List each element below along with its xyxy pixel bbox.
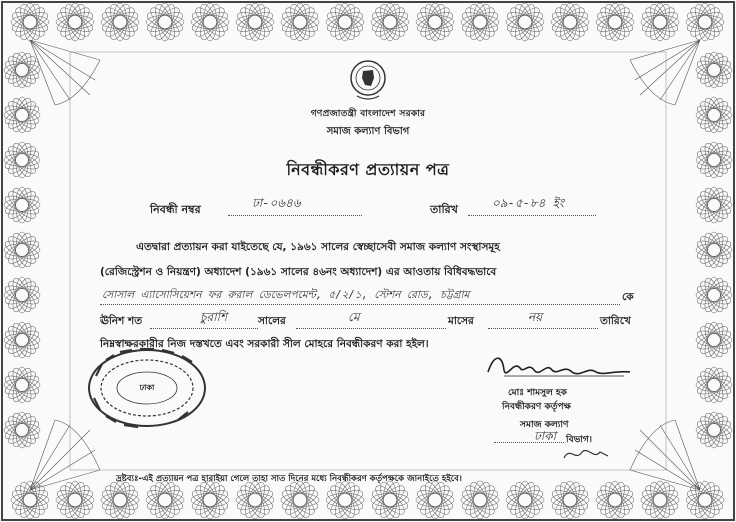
- border-rosette: [415, 2, 455, 42]
- organization-name: সোসাল এ্যাসোসিয়েশন ফর রুরাল ডেভেলপমেন্ট, ৫/২/১, স্টেশন রোড, চট্টগ্রাম: [102, 289, 470, 301]
- border-rosette: [100, 2, 140, 42]
- day-label: তারিখে: [600, 315, 631, 327]
- border-rosette: [10, 2, 50, 42]
- registration-number-label: নিবন্ধী নম্বর: [150, 203, 201, 216]
- seal-center-text: ঢাকা: [139, 383, 155, 392]
- body-line-1: এতদ্বারা প্রত্যায়ন করা যাইতেছে যে, ১৯৬১ সালের স্বেচ্ছাসেবী সমাজ কল্যাণ সংস্থাসমূহ: [136, 241, 500, 253]
- border-rosette: [695, 411, 733, 449]
- border-rosette: [695, 321, 733, 359]
- border-rosette: [190, 2, 230, 42]
- corner-ornament-bottom-left: [30, 420, 100, 490]
- border-rosette: [460, 2, 500, 42]
- border-rosette: [685, 480, 725, 520]
- border-rosette: [3, 231, 41, 269]
- border-rosette: [595, 2, 635, 42]
- month-line: [296, 327, 446, 329]
- signatory-department: সমাজ কল্যাণ: [520, 420, 569, 430]
- border-rosette: [505, 480, 545, 520]
- corner-ornament-top-left: [30, 40, 100, 105]
- border-rosette: [550, 2, 590, 42]
- corner-ornament-top-right: [630, 40, 700, 105]
- border-rosette: [685, 2, 725, 42]
- border-rosette: [695, 51, 733, 89]
- organization-suffix: কে: [622, 291, 634, 303]
- initials-mark: [560, 444, 612, 464]
- border-rosette: [550, 480, 590, 520]
- border-rosette: [370, 2, 410, 42]
- border-rosette: [505, 2, 545, 42]
- body-line-5: নিম্নস্বাক্ষরকারীর নিজ দস্তখতে এবং সরকারী সীল মোহরে নিবন্ধীকরণ করা হইল।: [100, 338, 429, 350]
- handwritten-signature: [484, 350, 634, 384]
- date-value: ০৯-৫-৮৪ ইং: [492, 196, 565, 210]
- border-rosette: [145, 2, 185, 42]
- corner-ornament-bottom-right: [630, 420, 700, 490]
- border-rosette: [595, 480, 635, 520]
- certificate-title: নিবন্ধীকরণ প্রত্যায়ন পত্র: [286, 160, 450, 179]
- department-name: সমাজ কল্যাণ বিভাগ: [326, 126, 410, 137]
- footer-note: দ্রষ্টব্যঃ-এই প্রত্যায়ন পত্র হারাইয়া গেলে তাহা সাত দিনের মধ্যে নিবন্ধীকরণ কর্তৃপক্ষকে জানাইতে হইবে।: [116, 474, 462, 484]
- border-rosette: [695, 231, 733, 269]
- border-rosette: [235, 2, 275, 42]
- government-name: গণপ্রজাতন্ত্রী বাংলাদেশ সরকার: [310, 109, 426, 119]
- year-value: চুরাশি: [200, 310, 228, 324]
- year-prefix: ঊনিশ শত: [100, 315, 143, 327]
- signatory-name: মোঃ শামসুল হক: [508, 388, 567, 398]
- border-rosette: [640, 2, 680, 42]
- body-line-2: (রেজিস্ট্রেশন ও নিয়ন্ত্রণ) অধ্যাদেশ (১৯৬১ সালের ৪৬নং অধ্যাদেশ) এর আওতায় বিধিবদ্ধভাবে: [100, 266, 497, 278]
- border-rosette: [55, 2, 95, 42]
- border-rosette: [3, 51, 41, 89]
- month-value: মে: [348, 310, 360, 324]
- border-rosette: [55, 480, 95, 520]
- border-rosette: [460, 480, 500, 520]
- signatory-location: ঢাকা: [534, 429, 557, 443]
- border-rosette: [3, 186, 41, 224]
- border-rosette: [695, 366, 733, 404]
- border-rosette: [640, 480, 680, 520]
- signatory-location-suffix: বিভাগ।: [566, 435, 593, 445]
- registration-number-value: ঢা-০৬৪৬: [252, 196, 301, 210]
- border-rosette: [325, 2, 365, 42]
- date-label: তারিখ: [430, 203, 458, 216]
- day-value: নয়: [528, 310, 543, 324]
- border-rosette: [695, 276, 733, 314]
- signatory-title: নিবন্ধীকরণ কর্তৃপক্ষ: [502, 402, 571, 412]
- year-label: সালের: [258, 315, 286, 327]
- border-rosette: [695, 186, 733, 224]
- government-emblem: [349, 58, 387, 102]
- border-rosette: [280, 2, 320, 42]
- month-label: মাসের: [448, 315, 474, 327]
- border-rosette: [3, 411, 41, 449]
- border-rosette: [3, 321, 41, 359]
- day-line: [488, 327, 598, 329]
- border-rosette: [3, 366, 41, 404]
- border-rosette: [3, 276, 41, 314]
